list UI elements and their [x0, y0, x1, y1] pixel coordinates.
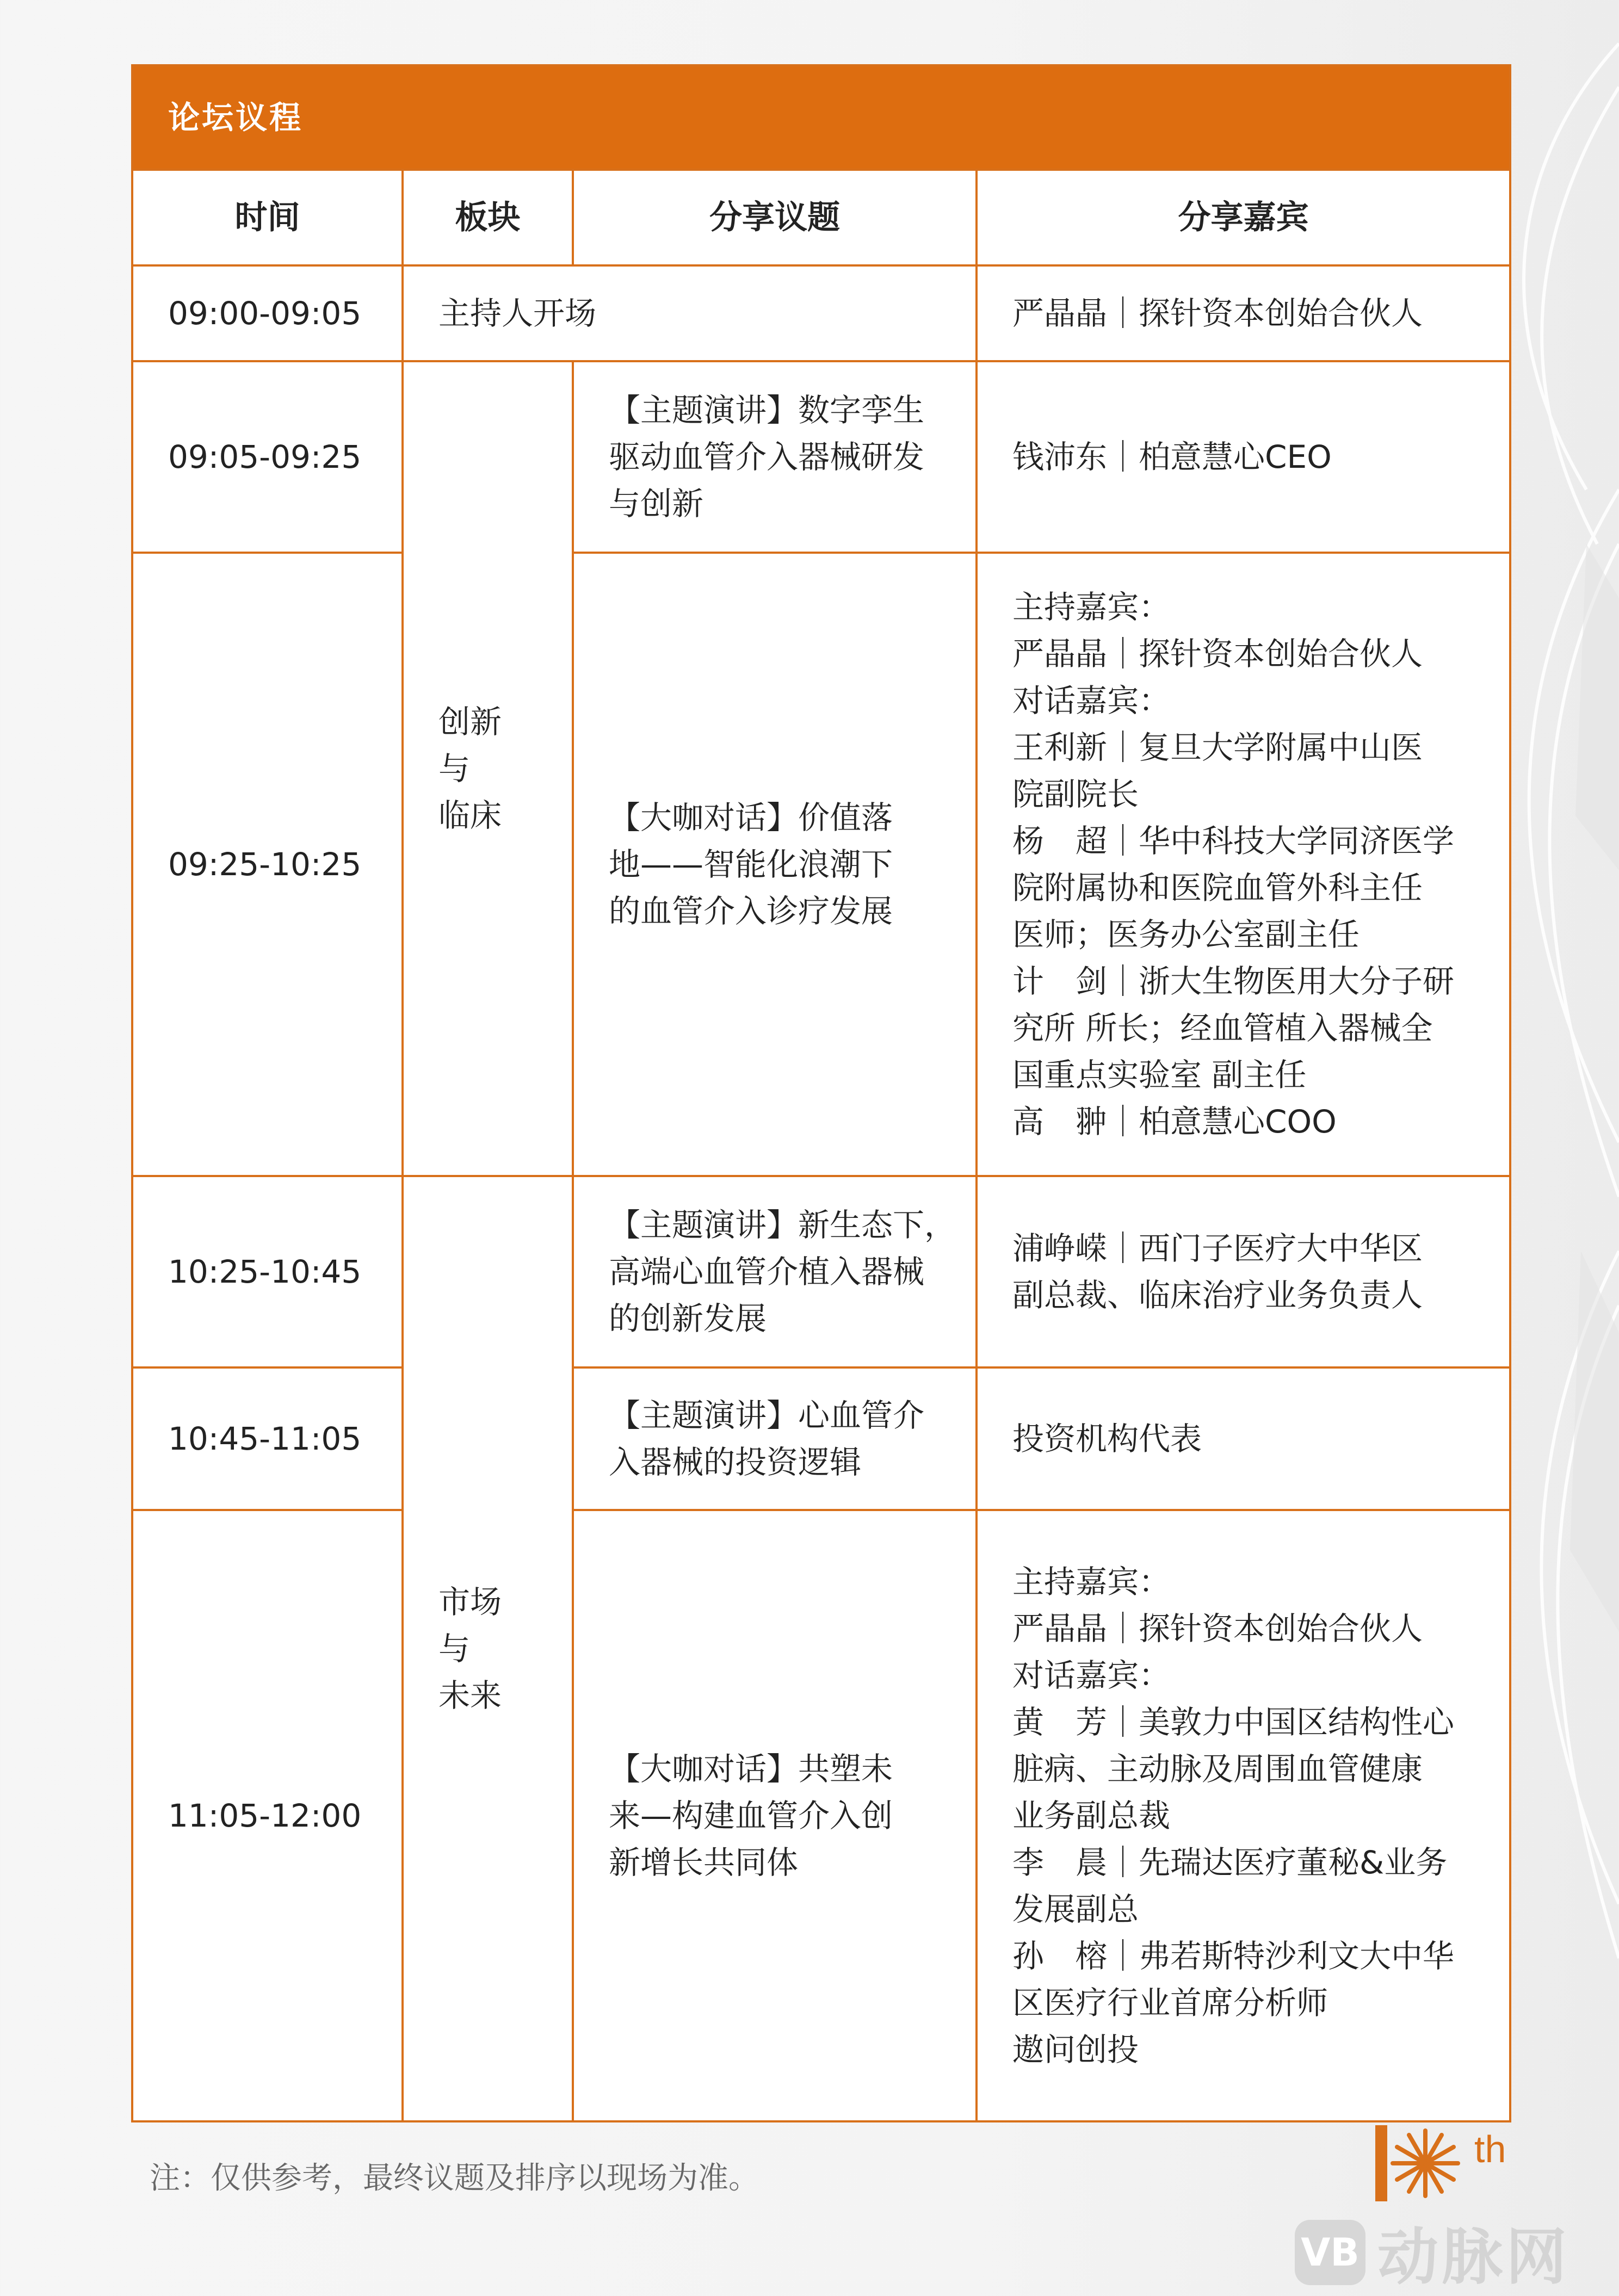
guest-line: 投资机构代表: [1012, 1420, 1202, 1457]
guest-line: 院附属协和医院血管外科主任: [1012, 869, 1423, 906]
topic-line: 【主题演讲】心血管介: [609, 1397, 925, 1434]
guests-cell: [977, 553, 1510, 1176]
topic-line: 【主题演讲】新生态下，: [609, 1206, 956, 1243]
block-cell-market: [403, 1176, 573, 2121]
block-line: 与: [438, 750, 471, 787]
guest-line: 究所 所长；经血管植入器械全: [1012, 1010, 1433, 1047]
block-line: 与: [438, 1630, 471, 1667]
guest-line: 钱沛东｜柏意慧心CEO: [1012, 438, 1332, 475]
header-guests: 分享嘉宾: [977, 170, 1510, 265]
guest-line: 医师；医务办公室副主任: [1012, 916, 1360, 953]
guest-line: 国重点实验室 副主任: [1012, 1056, 1307, 1093]
guest-line: 区医疗行业首席分析师: [1012, 1984, 1328, 2021]
topic-line: 【大咖对话】共塑未: [609, 1750, 893, 1787]
topic-line: 主持人开场: [438, 295, 597, 332]
guest-line: 脏病、主动脉及周围血管健康: [1012, 1750, 1423, 1787]
logo-digit-one: [1375, 2125, 1387, 2201]
guests-cell: [977, 1176, 1510, 1367]
time-cell: 09:05-09:25: [132, 361, 403, 553]
tenth-anniversary-logo: [1371, 2119, 1545, 2211]
guest-line: 对话嘉宾：: [1012, 682, 1171, 719]
block-line: 市场: [438, 1583, 502, 1620]
topic-line: 的血管介入诊疗发展: [609, 893, 893, 930]
brand-watermark: [1295, 2208, 1570, 2296]
topic-cell: [573, 361, 977, 553]
guests-cell: [977, 361, 1510, 553]
topic-line: 驱动血管介入器械研发: [609, 438, 925, 475]
guest-line: 严晶晶｜探针资本创始合伙人: [1012, 635, 1423, 672]
block-line: 创新: [438, 703, 502, 740]
guests-cell: [977, 1367, 1510, 1510]
logo-sunburst-icon: [1393, 2131, 1458, 2196]
guest-line: 严晶晶｜探针资本创始合伙人: [1012, 1610, 1423, 1647]
guest-line: 计 剑｜浙大生物医用大分子研: [1012, 963, 1455, 1000]
time-cell: 11:05-12:00: [132, 1510, 403, 2121]
topic-cell: [403, 265, 977, 361]
topic-line: 与创新: [609, 485, 704, 522]
guest-line: 主持嘉宾：: [1012, 1563, 1171, 1600]
time-cell: 10:45-11:05: [132, 1367, 403, 1510]
table-row: [132, 1176, 1510, 1367]
topic-line: 高端心血管介植入器械: [609, 1253, 925, 1290]
guest-line: 黄 芳｜美敦力中国区结构性心: [1012, 1704, 1455, 1741]
time-cell: 09:25-10:25: [132, 553, 403, 1176]
topic-line: 入器械的投资逻辑: [609, 1444, 862, 1481]
guest-line: 对话嘉宾：: [1012, 1657, 1171, 1694]
guest-line: 孙 榕｜弗若斯特沙利文大中华: [1012, 1938, 1455, 1975]
guest-line: 主持嘉宾：: [1012, 589, 1171, 626]
logo-suffix: th: [1474, 2128, 1506, 2170]
table-row: [132, 1510, 1510, 2121]
guest-line: 遨问创投: [1012, 2031, 1139, 2068]
time-cell: 09:00-09:05: [132, 265, 403, 361]
topic-line: 新增长共同体: [609, 1844, 799, 1881]
block-cell-innovation: [403, 361, 573, 1176]
header-time: 时间: [132, 170, 403, 265]
time-cell: 10:25-10:45: [132, 1176, 403, 1367]
guest-line: 浦峥嵘｜西门子医疗大中华区: [1012, 1230, 1423, 1267]
topic-line: 【大咖对话】价值落: [609, 799, 893, 836]
block-line: 未来: [438, 1677, 502, 1714]
topic-line: 的创新发展: [609, 1300, 767, 1337]
brand-badge-icon: VB: [1295, 2220, 1365, 2285]
topic-line: 来—构建血管介入创: [609, 1797, 893, 1834]
footnote: 注：仅供参考，最终议题及排序以现场为准。: [150, 2161, 759, 2196]
guest-line: 发展副总: [1012, 1891, 1139, 1928]
guests-cell: [977, 1510, 1510, 2121]
table-row: [132, 553, 1510, 1176]
agenda-title: 论坛议程: [132, 65, 1510, 170]
topic-cell: [573, 1367, 977, 1510]
guest-line: 李 晨｜先瑞达医疗董秘&业务: [1012, 1844, 1448, 1881]
guest-line: 王利新｜复旦大学附属中山医: [1012, 729, 1423, 766]
guest-line: 院副院长: [1012, 776, 1139, 813]
block-line: 临床: [438, 797, 502, 834]
guest-line: 杨 超｜华中科技大学同济医学: [1012, 822, 1455, 859]
topic-line: 地——智能化浪潮下: [609, 846, 893, 883]
topic-cell: [573, 1176, 977, 1367]
guest-line: 业务副总裁: [1012, 1797, 1171, 1834]
brand-name: 动脉网: [1377, 2222, 1570, 2293]
topic-cell: [573, 553, 977, 1176]
guest-line: 副总裁、临床治疗业务负责人: [1012, 1277, 1423, 1314]
guests-cell: [977, 265, 1510, 361]
header-topic: 分享议题: [573, 170, 977, 265]
topic-cell: [573, 1510, 977, 2121]
topic-line: 【主题演讲】数字孪生: [609, 392, 925, 429]
table-row: [132, 361, 1510, 553]
guest-line: 严晶晶｜探针资本创始合伙人: [1012, 295, 1423, 332]
header-block: 板块: [403, 170, 573, 265]
agenda-table: [131, 64, 1511, 2122]
table-row: [132, 1367, 1510, 1510]
table-row: [132, 265, 1510, 361]
guest-line: 高 翀｜柏意慧心COO: [1012, 1103, 1337, 1140]
